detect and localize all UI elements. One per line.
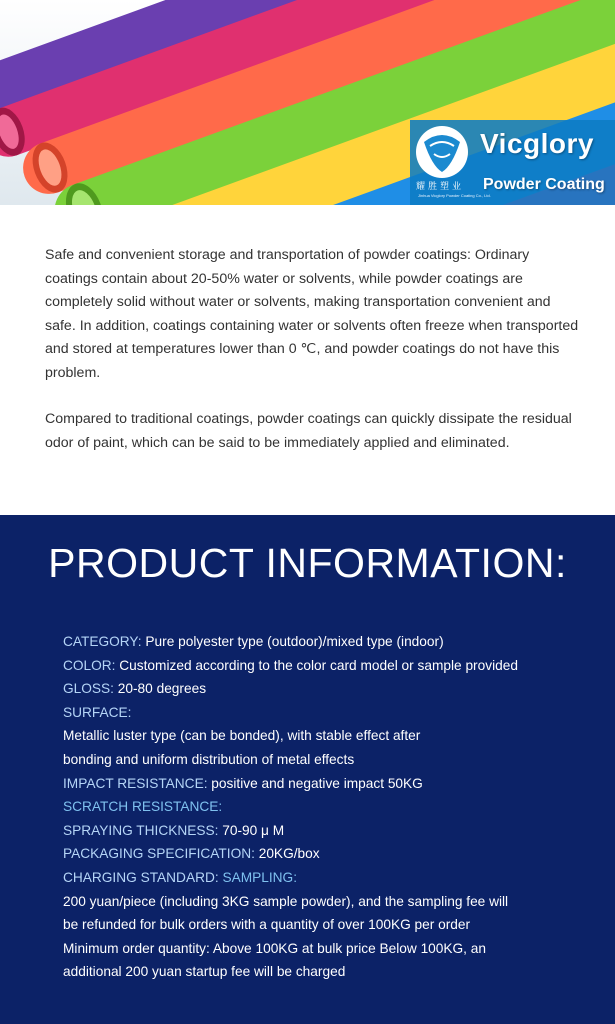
thickness-label: SPRAYING THICKNESS:: [63, 822, 219, 838]
charging-label: CHARGING STANDARD:: [63, 869, 219, 885]
surface-desc-line-1: Metallic luster type (can be bonded), with stable effect after: [63, 728, 421, 744]
surface-desc-line-2: bonding and uniform distribution of metal effects: [63, 751, 355, 767]
thickness-value: 70-90 μ M: [218, 822, 285, 838]
gloss-row: [63, 677, 603, 701]
brand-chinese-name: 耀胜塑业: [416, 181, 465, 191]
moq-line-1: Minimum order quantity: Above 100KG at bulk price Below 100KG, an: [63, 940, 487, 956]
surface-label: SURFACE:: [63, 704, 132, 720]
impact-value: positive and negative impact 50KG: [207, 775, 423, 791]
color-value: Customized according to the color card model or sample provided: [115, 657, 518, 673]
hero-banner: [0, 0, 615, 205]
packaging-label: PACKAGING SPECIFICATION:: [63, 846, 255, 862]
sampling-line-2: be refunded for bulk orders with a quantity of over 100KG per order: [63, 917, 471, 933]
company-name-small: Jinhua Vicglory Powder Coating Co., Ltd.: [418, 193, 491, 198]
color-row: [63, 654, 603, 678]
category-row: [63, 630, 603, 654]
moq-line-2: additional 200 yuan startup fee will be charged: [63, 964, 346, 980]
sampling-line-1: 200 yuan/piece (including 3KG sample powder), and the sampling fee will: [63, 893, 509, 909]
scratch-row: [63, 795, 603, 819]
impact-label: IMPACT RESISTANCE:: [63, 775, 208, 791]
product-info-list: [63, 630, 603, 984]
colored-tubes-image: [0, 0, 615, 205]
category-value: Pure polyester type (outdoor)/mixed type (indoor): [141, 634, 444, 649]
scratch-label: SCRATCH RESISTANCE:: [63, 799, 223, 815]
surface-row: [63, 701, 603, 725]
thickness-row: [63, 819, 603, 843]
brand-name: Vicglory: [480, 128, 594, 159]
color-label: COLOR:: [63, 657, 116, 673]
gloss-label: GLOSS:: [63, 681, 114, 697]
intro-paragraph-storage: Safe and convenient storage and transportation of powder coatings: Ordinary coatings contain about 20-50% water or solvents, while powder coatings are completely solid without water or solvents, making transportation convenient and safe. In addition, coatings containing water or solvents often freeze when transported and stored at temperatures lower than 0 ℃, and powder coatings do not have this problem.: [45, 247, 579, 381]
intro-text: [45, 244, 580, 478]
impact-row: [63, 772, 603, 796]
packaging-value: 20KG/box: [254, 846, 320, 862]
charging-row: [63, 866, 603, 890]
sampling-label: SAMPLING:: [218, 869, 297, 885]
packaging-row: [63, 842, 603, 866]
category-label: CATEGORY:: [63, 634, 142, 649]
gloss-value: 20-80 degrees: [113, 681, 207, 697]
product-info-heading: PRODUCT INFORMATION:: [48, 540, 567, 586]
intro-paragraph-odor: Compared to traditional coatings, powder coatings can quickly dissipate the residual odor of paint, which can be said to be immediately applied and eliminated.: [45, 411, 572, 451]
brand-subtitle: Powder Coating: [483, 176, 605, 193]
